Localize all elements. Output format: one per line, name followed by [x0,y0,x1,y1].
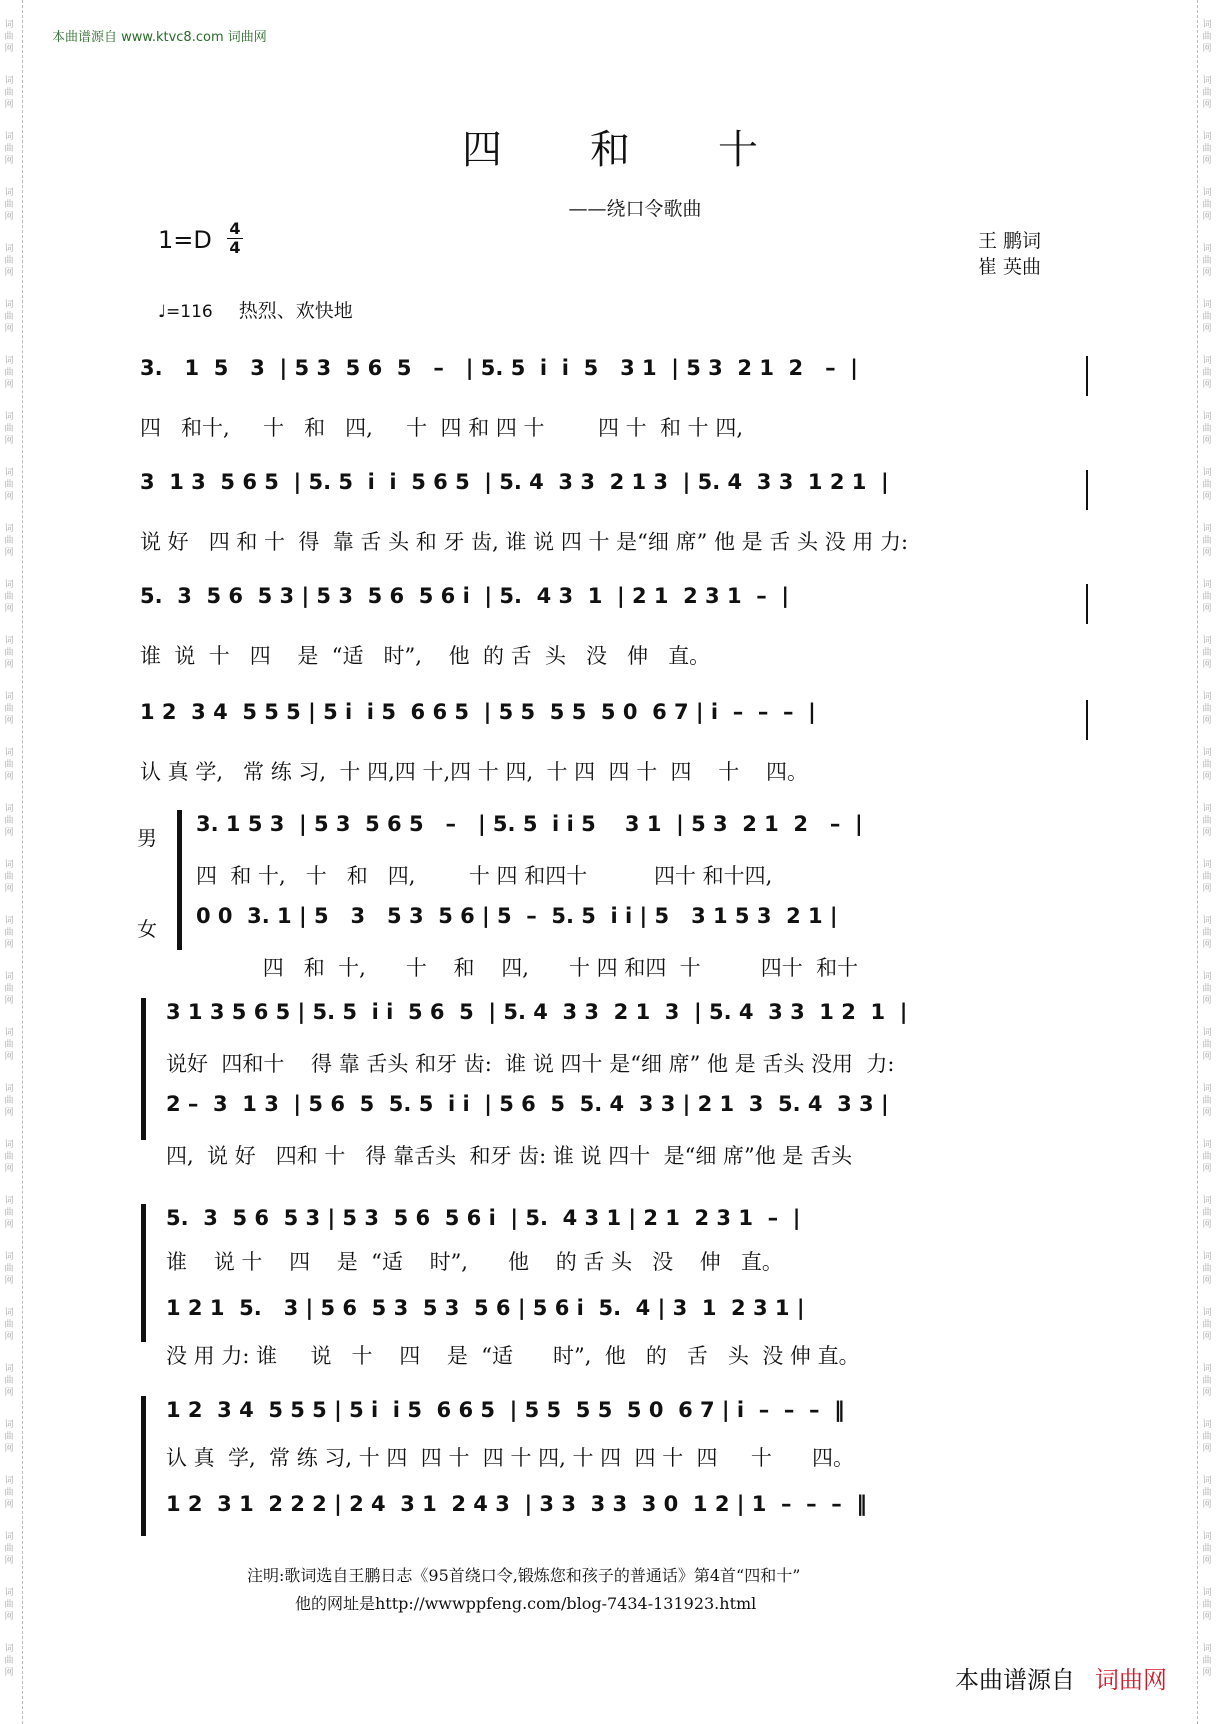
margin-mark: 网 [1202,1444,1212,1454]
margin-mark: 曲 [4,88,14,98]
right-margin-strip [1197,0,1220,1724]
margin-mark: 曲 [4,704,14,714]
margin-mark: 网 [4,268,14,278]
margin-mark: 词 [4,692,14,702]
margin-mark: 网 [4,1220,14,1230]
margin-mark: 词 [4,300,14,310]
margin-mark: 词 [1202,1196,1212,1206]
margin-mark: 词 [4,1476,14,1486]
margin-mark: 词 [4,972,14,982]
margin-mark: 词 [1202,76,1212,86]
margin-mark: 曲 [4,1040,14,1050]
margin-mark: 词 [1202,188,1212,198]
notation-line: 3 1 3 5 6 5 | 5. 5 i i 5 6 5 | 5. 4 3 3 2 1 3 | 5. 4 3 3 1 2 1 | [140,470,889,494]
margin-mark: 曲 [4,1488,14,1498]
barline [1086,584,1088,624]
margin-mark: 网 [4,940,14,950]
margin-mark: 网 [4,380,14,390]
system-bracket [141,1396,146,1536]
left-margin-strip [0,0,23,1724]
margin-mark: 词 [1202,692,1212,702]
margin-mark: 曲 [1202,592,1212,602]
margin-mark: 网 [1202,156,1212,166]
margin-mark: 网 [1202,716,1212,726]
margin-mark: 曲 [1202,1096,1212,1106]
margin-mark: 网 [1202,772,1212,782]
margin-mark: 网 [1202,1052,1212,1062]
expression: 热烈、欢快地 [238,300,353,322]
header-source: 本曲谱源自 www.ktvc8.com 词曲网 [52,30,267,45]
footnote-line-1: 注明:歌词选自王鹏日志《95首绕口令,锻炼您和孩子的普通话》第4首“四和十” [247,1566,801,1585]
margin-mark: 曲 [4,312,14,322]
margin-mark: 网 [4,716,14,726]
key-signature: 1=D [158,226,212,254]
margin-mark: 网 [1202,604,1212,614]
margin-mark: 曲 [4,1544,14,1554]
margin-mark: 网 [4,100,14,110]
margin-mark: 网 [1202,884,1212,894]
lyric-line: 四 和十, 十 和 四, 十 四 和 四 十 四 十 和 十 四, [140,416,744,440]
margin-mark: 网 [1202,380,1212,390]
margin-mark: 词 [4,356,14,366]
margin-mark: 词 [1202,916,1212,926]
score-system-2 [140,470,1092,580]
bottom-source-text: 本曲谱源自 [955,1666,1075,1694]
margin-mark: 曲 [1202,88,1212,98]
score-system-4 [140,700,1092,810]
title-char: 四 [462,127,502,173]
margin-mark: 曲 [1202,1320,1212,1330]
margin-mark: 曲 [1202,144,1212,154]
margin-mark: 网 [4,44,14,54]
margin-mark: 曲 [1202,424,1212,434]
margin-mark: 曲 [1202,1656,1212,1666]
notation-line: 5. 3 5 6 5 3 | 5 3 5 6 5 6 i | 5. 4 3 1 | 2 1 2 3 1 – | [140,584,790,608]
margin-mark: 词 [4,1532,14,1542]
margin-mark: 曲 [4,144,14,154]
notation-line: 3. 1 5 3 | 5 3 5 6 5 – | 5. 5 i i 5 3 1 | 5 3 2 1 2 – | [140,356,858,380]
margin-mark: 网 [1202,100,1212,110]
margin-mark: 网 [4,1500,14,1510]
margin-mark: 曲 [1202,928,1212,938]
margin-mark: 曲 [1202,760,1212,770]
margin-mark: 网 [4,492,14,502]
margin-mark: 曲 [1202,704,1212,714]
margin-mark: 曲 [4,1656,14,1666]
margin-mark: 网 [1202,1388,1212,1398]
margin-mark: 曲 [1202,312,1212,322]
margin-mark: 词 [1202,1644,1212,1654]
margin-mark: 词 [4,1028,14,1038]
barline [1086,356,1088,396]
margin-mark: 网 [1202,1164,1212,1174]
female-lyric: 四, 说 好 四和 十 得 靠舌头 和牙 齿: 谁 说 四十 是“细 席”他 是 舌头 [166,1144,853,1168]
margin-mark: 曲 [1202,1488,1212,1498]
margin-mark: 网 [4,548,14,558]
lyric-line: 谁 说 十 四 是 “适 时”, 他 的 舌 头 没 伸 直。 [140,644,711,668]
margin-mark: 曲 [1202,816,1212,826]
margin-mark: 词 [4,804,14,814]
female-voice-label: 女 [137,917,157,941]
margin-mark: 词 [4,412,14,422]
margin-mark: 网 [1202,492,1212,502]
male-lyric: 认 真 学, 常 练 习, 十 四 四 十 四 十 四, 十 四 四 十 四 十 四。 [166,1446,854,1470]
notation-line: 1 2 3 4 5 5 5 | 5 i i 5 6 6 5 | 5 5 5 5 5 0 6 7 | i – – – | [140,700,816,724]
margin-mark: 曲 [4,1600,14,1610]
margin-mark: 词 [1202,580,1212,590]
margin-mark: 网 [1202,212,1212,222]
margin-mark: 网 [1202,828,1212,838]
lyricist: 王 鹏词 [978,230,1042,252]
margin-mark: 曲 [1202,480,1212,490]
margin-mark: 曲 [4,256,14,266]
margin-mark: 网 [1202,1276,1212,1286]
female-lyric: 四 和 十, 十 和 四, 十 四 和四 十 四十 和十 [196,956,859,980]
female-notation: 1 2 1 5. 3 | 5 6 5 3 5 3 5 6 | 5 6 i 5. 4 | 3 1 2 3 1 | [166,1296,805,1320]
credits [978,228,1041,280]
margin-mark: 网 [1202,996,1212,1006]
score-system-3 [140,584,1092,694]
bottom-source [955,1660,1167,1695]
margin-mark: 网 [1202,1332,1212,1342]
margin-mark: 网 [1202,1612,1212,1622]
margin-mark: 曲 [4,368,14,378]
margin-mark: 曲 [4,32,14,42]
margin-mark: 曲 [1202,368,1212,378]
margin-mark: 词 [1202,1308,1212,1318]
lyric-line: 认 真 学, 常 练 习, 十 四,四 十,四 十 四, 十 四 四 十 四 十 四。 [140,760,808,784]
female-notation: 2 – 3 1 3 | 5 6 5 5. 5 i i | 5 6 5 5. 4 3 3 | 2 1 3 5. 4 3 3 | [166,1092,889,1116]
margin-mark: 网 [4,1612,14,1622]
margin-mark: 网 [4,1388,14,1398]
margin-mark: 词 [4,1420,14,1430]
margin-mark: 词 [1202,524,1212,534]
margin-mark: 词 [1202,1140,1212,1150]
margin-mark: 网 [1202,44,1212,54]
margin-mark: 词 [1202,132,1212,142]
margin-mark: 曲 [4,1152,14,1162]
margin-mark: 词 [1202,972,1212,982]
margin-mark: 网 [1202,1668,1212,1678]
margin-mark: 网 [1202,1500,1212,1510]
margin-mark: 词 [1202,412,1212,422]
margin-mark: 曲 [1202,200,1212,210]
bottom-site-link[interactable]: 词曲网 [1095,1666,1167,1694]
margin-mark: 词 [4,524,14,534]
margin-mark: 词 [4,468,14,478]
margin-mark: 曲 [1202,648,1212,658]
male-notation: 3. 1 5 3 | 5 3 5 6 5 – | 5. 5 i i 5 3 1 | 5 3 2 1 2 – | [196,812,863,836]
margin-mark: 词 [4,860,14,870]
margin-mark: 曲 [1202,1152,1212,1162]
margin-mark: 曲 [4,1208,14,1218]
margin-mark: 网 [1202,436,1212,446]
margin-mark: 网 [4,1052,14,1062]
margin-mark: 词 [1202,1588,1212,1598]
male-lyric: 谁 说 十 四 是 “适 时”, 他 的 舌 头 没 伸 直。 [166,1250,783,1274]
margin-mark: 曲 [1202,32,1212,42]
lyric-line: 说 好 四 和 十 得 靠 舌 头 和 牙 齿, 谁 说 四 十 是“细 席” 他 是 舌 头 没 用 力: [140,530,909,554]
margin-mark: 网 [1202,268,1212,278]
margin-mark: 曲 [4,536,14,546]
male-lyric: 四 和 十, 十 和 四, 十 四 和四十 四十 和十四, [196,864,773,888]
title-char: 和 [590,127,630,173]
margin-mark: 词 [1202,1364,1212,1374]
margin-mark: 网 [4,772,14,782]
footnote [247,1562,800,1618]
margin-mark: 词 [4,132,14,142]
female-lyric: 没 用 力: 谁 说 十 四 是 “适 时”, 他 的 舌 头 没 伸 直。 [166,1344,860,1368]
margin-mark: 词 [4,1252,14,1262]
male-notation: 1 2 3 4 5 5 5 | 5 i i 5 6 6 5 | 5 5 5 5 5 0 6 7 | i – – – ‖ [166,1398,845,1422]
margin-mark: 词 [4,1140,14,1150]
margin-mark: 词 [1202,244,1212,254]
female-notation: 1 2 3 1 2 2 2 | 2 4 3 1 2 4 3 | 3 3 3 3 3 0 1 2 | 1 – – – ‖ [166,1492,867,1516]
margin-mark: 曲 [4,760,14,770]
margin-mark: 网 [1202,1220,1212,1230]
margin-mark: 词 [4,1588,14,1598]
margin-mark: 词 [1202,300,1212,310]
margin-mark: 网 [4,884,14,894]
margin-mark: 曲 [4,480,14,490]
margin-mark: 曲 [1202,1600,1212,1610]
margin-mark: 词 [4,76,14,86]
margin-mark: 词 [4,1308,14,1318]
title-char: 十 [718,127,758,173]
score-system-1 [140,356,1092,466]
margin-mark: 网 [4,828,14,838]
male-voice-label: 男 [137,826,157,850]
margin-mark: 网 [4,1276,14,1286]
margin-mark: 网 [4,436,14,446]
margin-mark: 曲 [1202,872,1212,882]
margin-mark: 词 [4,1196,14,1206]
margin-mark: 词 [4,1644,14,1654]
margin-mark: 曲 [4,1376,14,1386]
margin-mark: 曲 [4,1264,14,1274]
margin-mark: 曲 [1202,1376,1212,1386]
margin-mark: 网 [4,604,14,614]
barline [1086,470,1088,510]
margin-mark: 网 [4,156,14,166]
margin-mark: 词 [4,748,14,758]
margin-mark: 曲 [4,592,14,602]
tempo: ♩=116 [158,302,213,322]
margin-mark: 词 [1202,636,1212,646]
margin-mark: 曲 [1202,984,1212,994]
time-signature [225,220,245,257]
margin-mark: 词 [1202,1252,1212,1262]
margin-mark: 词 [4,1364,14,1374]
margin-mark: 词 [1202,20,1212,30]
margin-mark: 网 [1202,940,1212,950]
margin-mark: 曲 [4,648,14,658]
margin-mark: 曲 [1202,1208,1212,1218]
margin-mark: 曲 [1202,1264,1212,1274]
margin-mark: 曲 [4,1432,14,1442]
margin-mark: 曲 [4,984,14,994]
margin-mark: 词 [1202,1532,1212,1542]
system-bracket [141,1204,146,1342]
male-lyric: 说好 四和十 得 靠 舌头 和牙 齿: 谁 说 四十 是“细 席” 他 是 舌头 没用 力: [166,1052,895,1076]
margin-mark: 曲 [4,424,14,434]
margin-mark: 网 [4,1556,14,1566]
female-notation: 0 0 3. 1 | 5 3 5 3 5 6 | 5 – 5. 5 i i | 5 3 1 5 3 2 1 | [196,904,838,928]
margin-mark: 词 [1202,468,1212,478]
tempo-marking [158,296,353,323]
margin-mark: 曲 [1202,1544,1212,1554]
margin-mark: 曲 [4,872,14,882]
margin-mark: 词 [1202,1476,1212,1486]
margin-mark: 词 [1202,1084,1212,1094]
margin-mark: 词 [1202,1028,1212,1038]
margin-mark: 网 [4,660,14,670]
margin-mark: 网 [4,1444,14,1454]
margin-mark: 词 [1202,804,1212,814]
male-notation: 5. 3 5 6 5 3 | 5 3 5 6 5 6 i | 5. 4 3 1 | 2 1 2 3 1 – | [166,1206,801,1230]
margin-mark: 网 [4,1108,14,1118]
margin-mark: 词 [4,244,14,254]
margin-mark: 曲 [4,816,14,826]
margin-mark: 曲 [4,200,14,210]
barline [1086,700,1088,740]
margin-mark: 网 [1202,548,1212,558]
margin-mark: 网 [1202,1556,1212,1566]
margin-mark: 词 [4,188,14,198]
margin-mark: 词 [4,20,14,30]
system-bracket [177,810,182,950]
song-subtitle: ——绕口令歌曲 [568,198,702,220]
time-bottom: 4 [229,238,241,257]
margin-mark: 曲 [4,1320,14,1330]
margin-mark: 网 [1202,660,1212,670]
margin-mark: 词 [1202,860,1212,870]
margin-mark: 网 [4,1332,14,1342]
margin-mark: 网 [4,1668,14,1678]
margin-mark: 词 [1202,1420,1212,1430]
margin-mark: 网 [4,1164,14,1174]
margin-mark: 网 [4,324,14,334]
margin-mark: 词 [4,636,14,646]
margin-mark: 词 [1202,356,1212,366]
margin-mark: 网 [4,996,14,1006]
margin-mark: 曲 [1202,536,1212,546]
margin-mark: 词 [4,580,14,590]
margin-mark: 曲 [4,1096,14,1106]
margin-mark: 词 [1202,748,1212,758]
margin-mark: 曲 [1202,1432,1212,1442]
margin-mark: 词 [4,1084,14,1094]
margin-mark: 曲 [4,928,14,938]
footnote-line-2: 他的网址是http://wwwppfeng.com/blog-7434-131923.html [295,1594,757,1613]
song-title [0,118,1220,175]
male-notation: 3 1 3 5 6 5 | 5. 5 i i 5 6 5 | 5. 4 3 3 2 1 3 | 5. 4 3 3 1 2 1 | [166,1000,908,1024]
margin-mark: 词 [4,916,14,926]
time-top: 4 [229,219,241,238]
margin-mark: 曲 [1202,1040,1212,1050]
composer: 崔 英曲 [978,256,1042,278]
margin-mark: 网 [4,212,14,222]
margin-mark: 网 [1202,1108,1212,1118]
system-bracket [141,998,146,1140]
margin-mark: 曲 [1202,256,1212,266]
margin-mark: 网 [1202,324,1212,334]
